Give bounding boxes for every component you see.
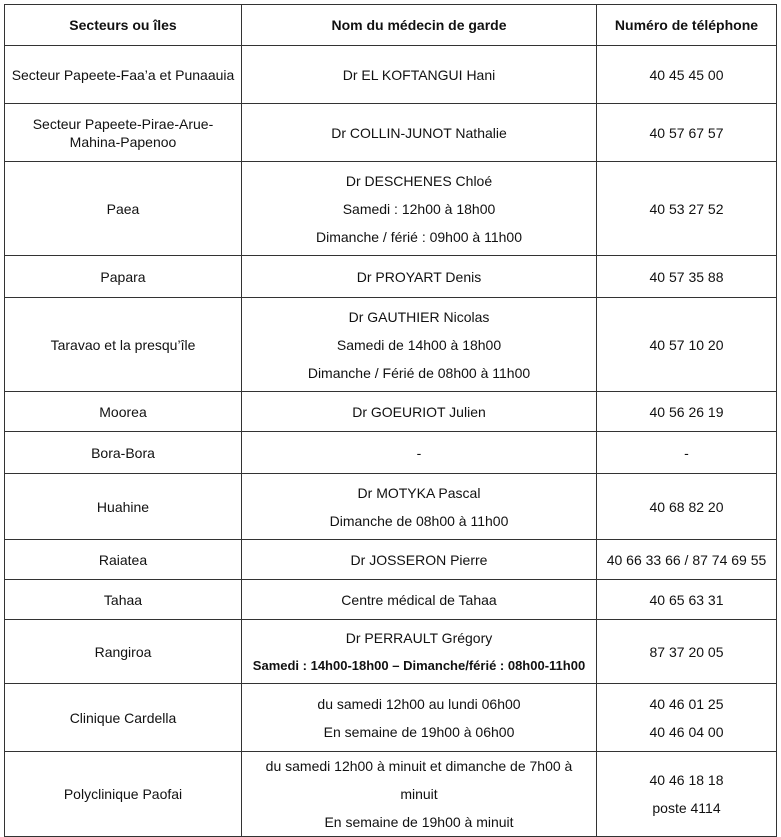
phone-cell: [597, 684, 777, 752]
phone-line: poste 4114: [652, 800, 721, 816]
sector-text: Rangiroa: [94, 643, 152, 660]
table-row: [5, 46, 777, 104]
phone-line: 40 68 82 20: [649, 498, 724, 515]
sector-cell: [5, 256, 242, 298]
sector-cell: [5, 104, 242, 162]
phone-cell: [597, 298, 777, 392]
table-row: [5, 540, 777, 580]
phone-cell: [597, 392, 777, 432]
phone-line: 40 56 26 19: [649, 403, 724, 420]
doctor-cell: [242, 162, 597, 256]
doctor-line: du samedi 12h00 à minuit et dimanche de 7h00 à minuit: [265, 758, 573, 802]
phone-line: 40 53 27 52: [649, 200, 724, 217]
phone-cell: [597, 162, 777, 256]
doctor-line: Dr JOSSERON Pierre: [350, 551, 488, 568]
table-row: [5, 620, 777, 684]
table-row: [5, 580, 777, 620]
doctor-line: Dr DESCHENES Chloé: [345, 172, 493, 189]
doctor-hours-bold: Samedi : 14h00-18h00 – Dimanche/férié : 08h00-11h00: [252, 657, 586, 673]
doctor-line: Dimanche de 08h00 à 11h00: [329, 512, 509, 529]
doctor-line: Dimanche / Férié de 08h00 à 11h00: [307, 364, 531, 381]
header-doctor: Nom du médecin de garde: [242, 5, 597, 46]
phone-line: 87 37 20 05: [649, 643, 724, 660]
phone-line: 40 45 45 00: [649, 66, 724, 83]
doctor-line: Dr GOEURIOT Julien: [352, 403, 486, 420]
sector-text: Bora-Bora: [91, 444, 155, 461]
phone-cell: [597, 104, 777, 162]
doctor-cell: [242, 256, 597, 298]
doctor-cell: [242, 580, 597, 620]
phone-line: 40 46 01 25: [649, 695, 724, 712]
table-row: [5, 474, 777, 540]
sector-cell: [5, 392, 242, 432]
doctor-cell: [242, 684, 597, 752]
sector-text: Raiatea: [98, 551, 148, 568]
sector-cell: [5, 162, 242, 256]
doctor-line: Dimanche / férié : 09h00 à 11h00: [316, 228, 522, 245]
sector-cell: [5, 580, 242, 620]
doctor-line: En semaine de 19h00 à 06h00: [323, 723, 515, 740]
table-row: [5, 162, 777, 256]
sector-text: Clinique Cardella: [69, 709, 177, 726]
doctor-cell: [242, 104, 597, 162]
doctor-line: Samedi : 12h00 à 18h00: [342, 200, 496, 217]
table-row: [5, 392, 777, 432]
doctor-line: du samedi 12h00 au lundi 06h00: [317, 695, 521, 712]
doctor-cell: [242, 474, 597, 540]
sector-text: Polyclinique Paofai: [63, 786, 183, 802]
doctor-line: Dr GAUTHIER Nicolas: [348, 308, 490, 325]
sector-text: Moorea: [99, 403, 147, 420]
table-row: [5, 684, 777, 752]
phone-line: 40 66 33 66 / 87 74 69 55: [606, 551, 767, 568]
doctor-cell: [242, 620, 597, 684]
phone-cell: [597, 432, 777, 474]
sector-cell: [5, 46, 242, 104]
sector-text: Paea: [106, 200, 140, 217]
doctor-line: Dr PERRAULT Grégory: [345, 629, 493, 646]
table-row: [5, 104, 777, 162]
doctor-cell: [242, 392, 597, 432]
doctor-line: Dr COLLIN-JUNOT Nathalie: [331, 124, 507, 141]
table-row: [5, 432, 777, 474]
sector-text: Huahine: [96, 498, 150, 515]
doctor-line: Samedi de 14h00 à 18h00: [336, 336, 502, 353]
header-sector: Secteurs ou îles: [5, 5, 242, 46]
sector-text: Papara: [100, 268, 146, 285]
phone-line: 40 46 18 18: [649, 772, 724, 788]
doctor-line: En semaine de 19h00 à minuit: [324, 814, 514, 830]
phone-line: 40 65 63 31: [649, 591, 724, 608]
sector-text: Secteur Papeete-Faa’a et Punaauia: [11, 66, 235, 83]
phone-cell: [597, 620, 777, 684]
sector-cell: [5, 474, 242, 540]
header-row: [5, 5, 777, 46]
doctor-cell: [242, 432, 597, 474]
duty-doctor-table: [4, 4, 777, 837]
phone-cell: [597, 256, 777, 298]
sector-text: Secteur Papeete-Pirae-Arue-Mahina-Papenoo: [32, 115, 214, 150]
sector-cell: [5, 620, 242, 684]
phone-line: 40 46 04 00: [649, 723, 724, 740]
doctor-cell: [242, 540, 597, 580]
phone-line: -: [684, 444, 689, 461]
doctor-line: Dr MOTYKA Pascal: [357, 484, 481, 501]
phone-line: 40 57 67 57: [649, 124, 724, 141]
phone-line: 40 57 35 88: [649, 268, 724, 285]
doctor-cell: [242, 46, 597, 104]
sector-cell: [5, 298, 242, 392]
sector-cell: [5, 540, 242, 580]
doctor-cell: [242, 298, 597, 392]
sector-text: Taravao et la presqu’île: [50, 336, 196, 353]
sector-text: Tahaa: [103, 591, 143, 608]
table-row: [5, 298, 777, 392]
doctor-line: Dr PROYART Denis: [356, 268, 482, 285]
header-phone: Numéro de téléphone: [597, 5, 777, 46]
phone-cell: [597, 540, 777, 580]
doctor-line: Dr EL KOFTANGUI Hani: [342, 66, 496, 83]
doctor-line: Centre médical de Tahaa: [341, 591, 497, 608]
sector-cell: [5, 432, 242, 474]
sector-cell: [5, 684, 242, 752]
doctor-line: -: [416, 444, 422, 461]
table-row: [5, 256, 777, 298]
phone-cell: [597, 474, 777, 540]
phone-cell: [597, 580, 777, 620]
phone-line: 40 57 10 20: [649, 336, 724, 353]
phone-cell: [597, 46, 777, 104]
